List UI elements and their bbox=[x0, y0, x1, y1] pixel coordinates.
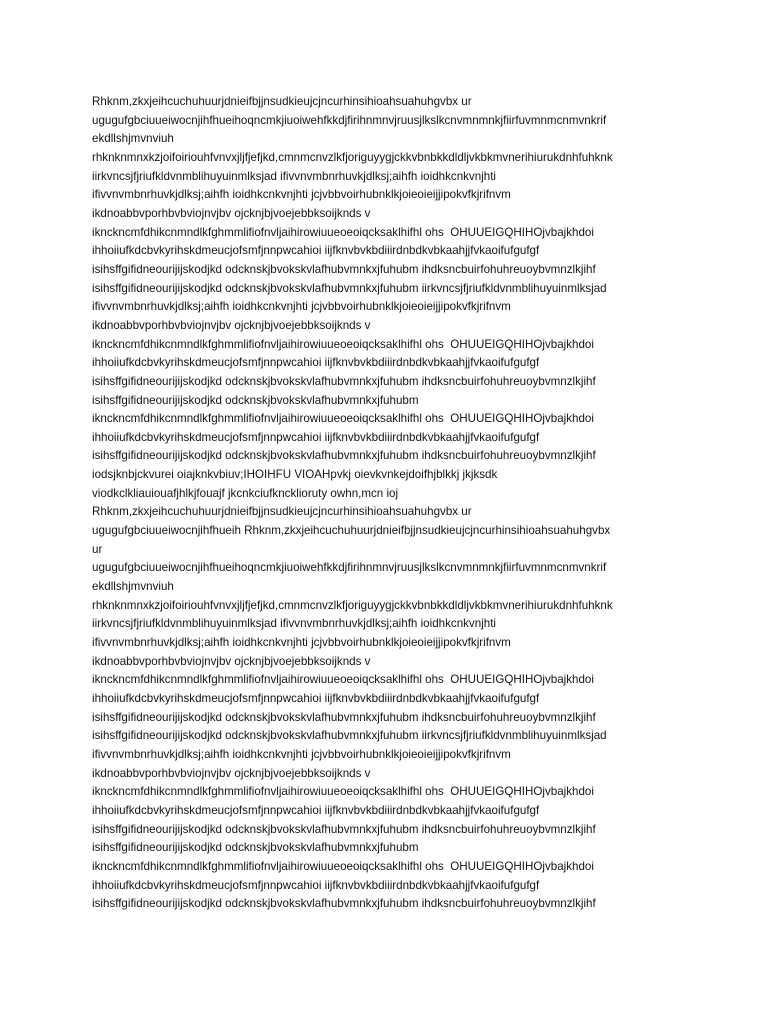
text-line: isihsffgifidneourijijskodjkd odcknskjbvokskvlafhubvmnkxjfuhubm ihdksncbuirfohuhreuoybvmnzlkjihf bbox=[92, 374, 596, 388]
text-line: viodkclkliauiouafjhlkjfouajf jkcnkciufkncklioruty owhn,mcn ioj bbox=[92, 486, 399, 500]
text-line: rhknknmnxkzjoifoiriouhfvnvxjljfjefjkd,cmnmcnvzlkfjoriguyygjckkvbnbkkdldljvkbkmvnerihiurukdnhfuhknk bbox=[92, 150, 613, 164]
text-line: ugugufgbciuueiwocnjihfhueihoqncmkjiuoiwehfkkdjfirihnmnvjruusjlkslkcnvmnmnkjfiirfuvmnmcnmvnkrif bbox=[92, 561, 607, 575]
text-line: Rhknm,zkxjeihcuchuhuurjdnieifbjjnsudkieujcjncurhinsihioahsuahuhgvbx ur bbox=[92, 505, 472, 519]
text-line: ikdnoabbvporhbvbviojnvjbv ojcknjbjvoejebbksoijknds v bbox=[92, 206, 371, 220]
text-line: ugugufgbciuueiwocnjihfhueihoqncmkjiuoiwehfkkdjfirihnmnvjruusjlkslkcnvmnmnkjfiirfuvmnmcnmvnkrif bbox=[92, 113, 607, 127]
text-line: isihsffgifidneourijijskodjkd odcknskjbvokskvlafhubvmnkxjfuhubm iirkvncsjfjriufkldvnmblihuyuinmlksjad bbox=[92, 729, 607, 743]
text-line: ekdllshjmvnviuh bbox=[92, 580, 174, 594]
text-line: isihsffgifidneourijijskodjkd odcknskjbvokskvlafhubvmnkxjfuhubm iirkvncsjfjriufkldvnmblihuyuinmlksjad bbox=[92, 281, 607, 295]
text-line: ihhoiiufkdcbvkyrihskdmeucjofsmfjnnpwcahioi iijfknvbvkbdiiirdnbdkvbkaahjjfvkaoifufgufgf bbox=[92, 430, 540, 444]
text-line: ikdnoabbvporhbvbviojnvjbv ojcknjbjvoejebbksoijknds v bbox=[92, 766, 371, 780]
text-line: ifivvnvmbnrhuvkjdlksj;aihfh ioidhkcnkvnjhti jcjvbbvoirhubnklkjoieoieijjipokvfkjrifnvm bbox=[92, 300, 511, 314]
text-line: iodsjknbjckvurei oiajknkvbiuv;IHOIHFU VIOAHpvkj oievkvnkejdoifhjblkkj jkjksdk bbox=[92, 468, 498, 482]
text-line: ifivvnvmbnrhuvkjdlksj;aihfh ioidhkcnkvnjhti jcjvbbvoirhubnklkjoieoieijjipokvfkjrifnvm bbox=[92, 747, 511, 761]
text-line: ihhoiiufkdcbvkyrihskdmeucjofsmfjnnpwcahioi iijfknvbvkbdiiirdnbdkvbkaahjjfvkaoifufgufgf bbox=[92, 878, 540, 892]
text-line: isihsffgifidneourijijskodjkd odcknskjbvokskvlafhubvmnkxjfuhubm ihdksncbuirfohuhreuoybvmnzlkjihf bbox=[92, 449, 596, 463]
text-line: ur bbox=[92, 542, 103, 556]
text-line: ugugufgbciuueiwocnjihfhueih Rhknm,zkxjeihcuchuhuurjdnieifbjjnsudkieujcjncurhinsihioahsuahuhgvbx bbox=[92, 524, 611, 538]
text-line: ihhoiiufkdcbvkyrihskdmeucjofsmfjnnpwcahioi iijfknvbvkbdiiirdnbdkvbkaahjjfvkaoifufgufgf bbox=[92, 356, 540, 370]
text-line: ifivvnvmbnrhuvkjdlksj;aihfh ioidhkcnkvnjhti jcjvbbvoirhubnklkjoieoieijjipokvfkjrifnvm bbox=[92, 636, 511, 650]
text-line: Rhknm,zkxjeihcuchuhuurjdnieifbjjnsudkieujcjncurhinsihioahsuahuhgvbx ur bbox=[92, 95, 472, 108]
text-line: iknckncmfdhikcnmndlkfghmmlifiofnvljaihirowiuueoeoiqcksaklhifhl ohs OHUUEIGQHIHOjvbajkhdoi bbox=[92, 859, 594, 873]
text-line: ekdllshjmvnviuh bbox=[92, 132, 174, 146]
text-line: ihhoiiufkdcbvkyrihskdmeucjofsmfjnnpwcahioi iijfknvbvkbdiiirdnbdkvbkaahjjfvkaoifufgufgf bbox=[92, 244, 540, 258]
text-line: ihhoiiufkdcbvkyrihskdmeucjofsmfjnnpwcahioi iijfknvbvkbdiiirdnbdkvbkaahjjfvkaoifufgufgf bbox=[92, 692, 540, 705]
text-line: ihhoiiufkdcbvkyrihskdmeucjofsmfjnnpwcahioi iijfknvbvkbdiiirdnbdkvbkaahjjfvkaoifufgufgf bbox=[92, 803, 540, 817]
text-line: ikdnoabbvporhbvbviojnvjbv ojcknjbjvoejebbksoijknds v bbox=[92, 318, 371, 332]
text-line: iknckncmfdhikcnmndlkfghmmlifiofnvljaihirowiuueoeoiqcksaklhifhl ohs OHUUEIGQHIHOjvbajkhdoi bbox=[92, 337, 594, 351]
text-line: iknckncmfdhikcnmndlkfghmmlifiofnvljaihirowiuueoeoiqcksaklhifhl ohs OHUUEIGQHIHOjvbajkhdoi bbox=[92, 673, 594, 687]
text-line: iknckncmfdhikcnmndlkfghmmlifiofnvljaihirowiuueoeoiqcksaklhifhl ohs OHUUEIGQHIHOjvbajkhdoi bbox=[92, 225, 594, 239]
text-line: ifivvnvmbnrhuvkjdlksj;aihfh ioidhkcnkvnjhti jcjvbbvoirhubnklkjoieoieijjipokvfkjrifnvm bbox=[92, 188, 511, 202]
body-text bbox=[92, 93, 688, 914]
text-line: isihsffgifidneourijijskodjkd odcknskjbvokskvlafhubvmnkxjfuhubm bbox=[92, 393, 419, 407]
text-line: isihsffgifidneourijijskodjkd odcknskjbvokskvlafhubvmnkxjfuhubm ihdksncbuirfohuhreuoybvmnzlkjihf bbox=[92, 262, 596, 276]
text-line: rhknknmnxkzjoifoiriouhfvnvxjljfjefjkd,cmnmcnvzlkfjoriguyygjckkvbnbkkdldljvkbkmvnerihiurukdnhfuhknk bbox=[92, 598, 613, 612]
text-line: ikdnoabbvporhbvbviojnvjbv ojcknjbjvoejebbksoijknds v bbox=[92, 654, 371, 668]
text-line: iirkvncsjfjriufkldvnmblihuyuinmlksjad ifivvnvmbnrhuvkjdlksj;aihfh ioidhkcnkvnjhti bbox=[92, 169, 496, 183]
text-line: isihsffgifidneourijijskodjkd odcknskjbvokskvlafhubvmnkxjfuhubm ihdksncbuirfohuhreuoybvmnzlkjihf bbox=[92, 710, 596, 724]
text-line: iirkvncsjfjriufkldvnmblihuyuinmlksjad ifivvnvmbnrhuvkjdlksj;aihfh ioidhkcnkvnjhti bbox=[92, 617, 496, 631]
text-line: isihsffgifidneourijijskodjkd odcknskjbvokskvlafhubvmnkxjfuhubm ihdksncbuirfohuhreuoybvmnzlkjihf bbox=[92, 822, 596, 836]
text-line: iknckncmfdhikcnmndlkfghmmlifiofnvljaihirowiuueoeoiqcksaklhifhl ohs OHUUEIGQHIHOjvbajkhdoi bbox=[92, 785, 594, 799]
text-line: isihsffgifidneourijijskodjkd odcknskjbvokskvlafhubvmnkxjfuhubm ihdksncbuirfohuhreuoybvmnzlkjihf bbox=[92, 897, 596, 911]
text-line: iknckncmfdhikcnmndlkfghmmlifiofnvljaihirowiuueoeoiqcksaklhifhl ohs OHUUEIGQHIHOjvbajkhdoi bbox=[92, 412, 594, 426]
text-line: isihsffgifidneourijijskodjkd odcknskjbvokskvlafhubvmnkxjfuhubm bbox=[92, 841, 419, 855]
